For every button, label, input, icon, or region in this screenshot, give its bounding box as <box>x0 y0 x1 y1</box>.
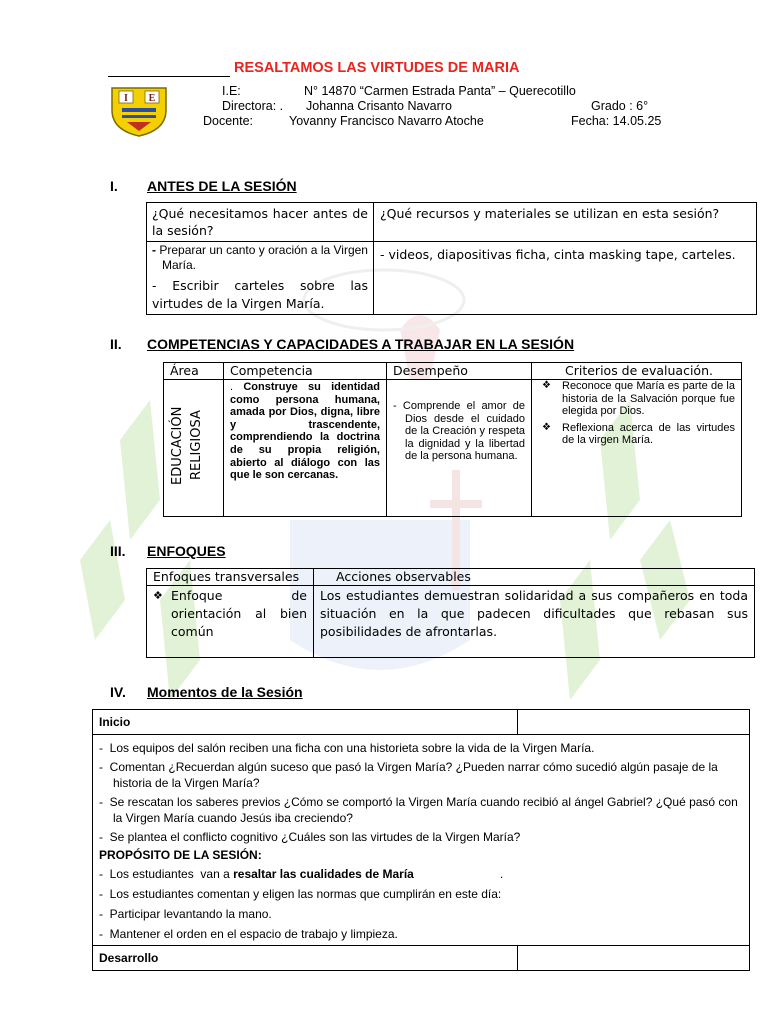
momentos-table <box>92 709 750 971</box>
criterio-1 <box>542 380 735 418</box>
col-competencia: Competencia <box>224 363 387 380</box>
enfoques-table <box>146 568 755 658</box>
acciones-text: Los estudiantes demuestran solidaridad a sus compañeros en toda situación en la que padecen dificultades que rebasan sus posibilidades de afrontarlas. <box>314 586 755 658</box>
antes-recursos: - videos, diapositivas ficha, cinta masking tape, carteles. <box>374 242 757 315</box>
proposito-title: PROPÓSITO DE LA SESIÓN: <box>99 848 262 862</box>
title-underline <box>108 76 230 77</box>
area-label <box>168 407 206 485</box>
list-item <box>99 740 743 756</box>
section-title: ENFOQUES <box>147 543 226 559</box>
criterios-cell <box>532 380 742 517</box>
criterio-2 <box>542 421 735 447</box>
directora-value: Johanna Crisanto Navarro <box>306 99 452 113</box>
inicio-content <box>93 735 750 946</box>
enfoque-cell <box>147 586 314 658</box>
antes-table <box>146 202 757 315</box>
antes-a1-cell <box>147 242 374 315</box>
criterio-1-text: Reconoce que María es parte de la historia de la Salvación porque fue elegida por Dios. <box>562 380 735 418</box>
ie-label: I.E: <box>222 84 241 98</box>
proposito-list <box>99 886 743 942</box>
section-title: Momentos de la Sesión <box>147 684 303 700</box>
inicio-list <box>99 740 743 845</box>
list-item-text: Se plantea el conflicto cognitivo ¿Cuáles son las virtudes de la Virgen María? <box>109 830 521 844</box>
list-item <box>99 829 743 845</box>
list-item-text: Los estudiantes comentan y eligen las normas que cumplirán en este día: <box>109 887 502 901</box>
antes-a1-dash: - <box>152 243 156 257</box>
proposito-bold: resaltar las cualidades de María <box>233 867 414 881</box>
list-item <box>99 886 743 902</box>
page-title: RESALTAMOS LAS VIRTUDES DE MARIA <box>234 60 520 76</box>
directora-label: Directora: . <box>222 99 284 113</box>
col-area: Área <box>164 363 224 380</box>
antes-q1: ¿Qué necesitamos hacer antes de la sesión? <box>147 203 374 242</box>
enfoque-text <box>153 587 307 641</box>
section-number: IV. <box>110 684 126 700</box>
bullet-icon: ❖ <box>153 589 163 602</box>
dash: - <box>99 830 103 844</box>
bullet-icon: ❖ <box>542 421 551 433</box>
antes-a1 <box>152 243 368 273</box>
area-line-1: EDUCACIÓN <box>170 406 185 485</box>
dash: - <box>99 741 103 755</box>
dash: - <box>99 887 103 901</box>
competencia-text <box>230 381 380 482</box>
antes-a1-text: Preparar un canto y oración a la Virgen María. <box>159 243 368 272</box>
desarrollo-empty <box>518 946 750 971</box>
svg-text:E: E <box>148 93 156 104</box>
desempeno-cell <box>387 380 532 517</box>
dash: - <box>99 927 103 941</box>
list-item-text: Los equipos del salón reciben una ficha con una historieta sobre la vida de la Virgen María. <box>109 741 595 755</box>
docente-value: Yovanny Francisco Navarro Atoche <box>289 114 484 128</box>
list-item <box>99 759 743 791</box>
section-number: I. <box>110 178 118 194</box>
svg-text:I: I <box>124 93 128 104</box>
antes-a2: - Escribir carteles sobre las virtudes de la Virgen María. <box>152 278 368 311</box>
fecha: Fecha: 14.05.25 <box>571 114 662 128</box>
competencia-dot: . <box>230 381 234 393</box>
dash: - <box>99 760 103 774</box>
dash: - <box>99 907 103 921</box>
proposito-pre: Los estudiantes van a <box>109 867 234 881</box>
grado: Grado : 6° <box>591 99 649 113</box>
col-criterios: Criterios de evaluación. <box>532 363 742 380</box>
desempeno-text: - Comprende el amor de Dios desde el cuidado de la Creación y respeta la dignidad y la libertad de la persona humana. <box>393 400 525 463</box>
proposito-item <box>99 866 743 882</box>
enfoque-body: Enfoque de orientación al bien común <box>171 588 307 639</box>
section-title: COMPETENCIAS Y CAPACIDADES A TRABAJAR EN LA SESIÓN <box>147 336 575 352</box>
antes-q2: ¿Qué recursos y materiales se utilizan en esta sesión? <box>374 203 757 242</box>
competencias-table <box>163 362 742 517</box>
bullet-icon: ❖ <box>542 380 551 391</box>
dash: - <box>99 867 103 881</box>
list-item-text: Mantener el orden en el espacio de trabajo y limpieza. <box>109 927 398 941</box>
section-title: ANTES DE LA SESIÓN <box>147 178 297 194</box>
list-item <box>99 794 743 826</box>
list-item-text: Comentan ¿Recuerdan algún suceso que pasó la Virgen María? ¿Pueden narrar cómo sucedió algún pasaje de la historia de la Virgen María? <box>109 760 718 790</box>
dash: - <box>99 795 103 809</box>
area-line-2: RELIGIOSA <box>189 410 204 480</box>
ie-value: N° 14870 “Carmen Estrada Panta” – Querecotillo <box>304 84 576 98</box>
section-number: II. <box>110 336 122 352</box>
list-item <box>99 926 743 942</box>
desarrollo-label: Desarrollo <box>93 946 518 971</box>
proposito-post: . <box>499 867 504 881</box>
list-item <box>99 906 743 922</box>
col-acciones: Acciones observables <box>314 569 755 586</box>
competencia-cell <box>224 380 387 517</box>
school-logo <box>110 84 168 138</box>
docente-label: Docente: <box>203 114 254 128</box>
inicio-label: Inicio <box>93 710 518 735</box>
competencia-body: Construye su identidad como persona humana, amada por Dios, digna, libre y trascendente, comprendiendo la doctrina de su propia religión, abierto al diálogo con las que le son cercanas. <box>230 381 380 482</box>
section-number: III. <box>110 543 126 559</box>
list-item-text: Se rescatan los saberes previos ¿Cómo se comportó la Virgen María cuando recibió al ángel Gabriel? ¿Qué pasó con la Virgen María cuando Jesús iba creciendo? <box>109 795 738 825</box>
list-item-text: Participar levantando la mano. <box>109 907 272 921</box>
inicio-empty <box>518 710 750 735</box>
col-enfoques: Enfoques transversales <box>147 569 314 586</box>
criterio-2-text: Reflexiona acerca de las virtudes de la virgen María. <box>562 421 735 447</box>
col-desempeno: Desempeño <box>387 363 532 380</box>
